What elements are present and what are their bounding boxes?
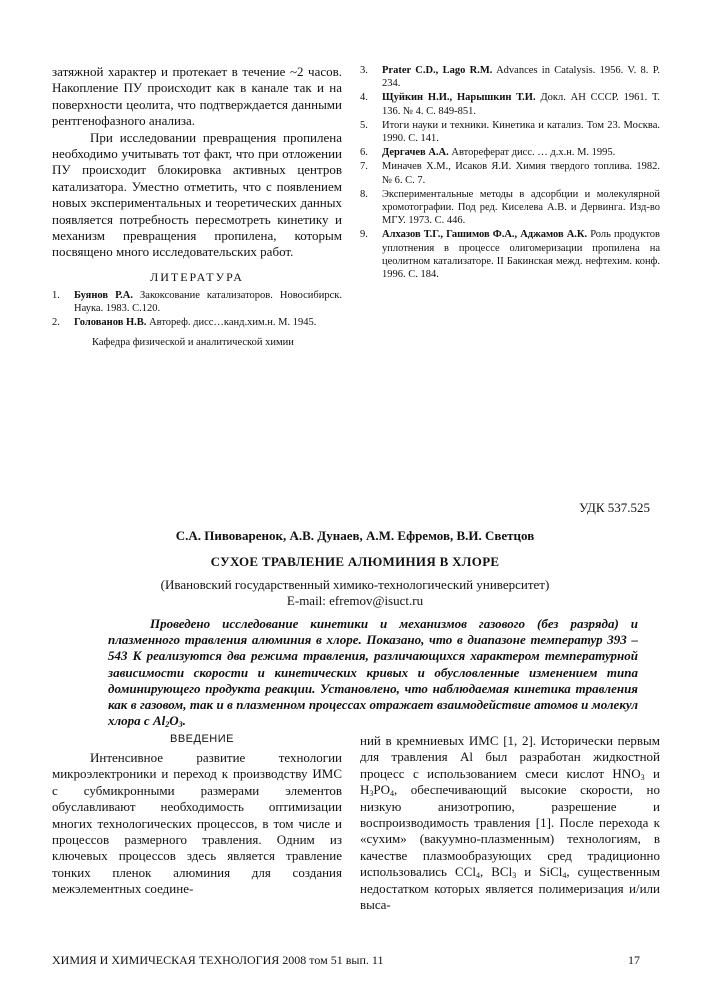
reference-text: Экспериментальные методы в адсорбции и молекулярной хромотографии. Под ред. Киселева А.В. и Дервинга. Изд-во МГУ. 1973. С. 446.	[382, 188, 660, 227]
page-footer	[52, 953, 640, 968]
reference-text: Advances in Catalysis. 1956. V. 8. P. 234.	[382, 65, 661, 90]
reference-item	[360, 64, 660, 90]
reference-item	[360, 146, 660, 159]
reference-text: Закоксование катализаторов. Новосибирск. Наука. 1983. С.120.	[74, 289, 343, 315]
top-left-column	[52, 64, 342, 330]
page-number: 17	[628, 953, 640, 967]
paragraph: При исследовании превращения пропилена необходимо учитывать тот факт, что при отложении ПУ происходит блокировка активных центров катализатора. Уместно отметить, что с появлением новых экспериментальных и теоретических данных появляется потребность пересмотреть кинетику и механизм превращения пропилена, которым посвящено много исследовательских работ.	[52, 129, 342, 260]
reference-number: 2.	[52, 317, 60, 329]
paragraph: ний в кремниевых ИМС [1, 2]. Исторически первым для травления Al был разработан жидкостной процесс с использованием смеси кислот $HNO_3$ и $H_3PO_4$, обеспечивающий высокие скорости, но низкую анизотропию, разрешение и воспроизводимость травления [1]. После перехода к «сухим» (вакуумно-плазменным) технологиям, в качестве плазмообразующих сред традиционно использовались CCl$_4$, BCl$_3$ и SiCl$_4$, существенным недостатком которых является полимеризация и/или высa-	[360, 733, 660, 913]
article-title: СУХОЕ ТРАВЛЕНИЕ АЛЮМИНИЯ В ХЛОРЕ	[210, 554, 500, 569]
article-authors: С.А. Пивоваренок, А.В. Дунаев, А.М. Ефремов, В.И. Светцов	[175, 528, 535, 543]
reference-number: 5.	[360, 119, 368, 131]
bottom-right-column	[360, 733, 660, 913]
reference-item	[360, 160, 660, 186]
affiliation: (Ивановский государственный химико-технологический университет)	[160, 577, 550, 592]
reference-authors: Prater C.D., Lago R.M.	[382, 65, 493, 76]
literature-heading: ЛИТЕРАТУРА	[150, 269, 244, 284]
paragraph: затяжной характер и протекает в течение ~2 часов. Накопление ПУ происходит как в канале так и на поверхности цеолита, что подтверждается данными рентгенофазного анализа.	[52, 64, 342, 129]
reference-authors: Алхазов Т.Г., Гашимов Ф.А., Аджамов А.К.	[382, 229, 588, 241]
reference-authors: Щуйкин Н.И., Нарышкин Т.И.	[382, 92, 536, 104]
reference-text: Миначев Х.М., Исаков Я.И. Химия твердого топлива. 1982. № 6. С. 7.	[382, 161, 660, 186]
reference-item	[360, 228, 660, 281]
reference-text: Автореф. дисс…канд.хим.н. М. 1945.	[149, 317, 317, 329]
reference-item	[360, 188, 660, 228]
reference-number: 3.	[360, 65, 368, 76]
reference-number: 4.	[360, 92, 368, 104]
reference-list	[360, 64, 660, 281]
reference-item	[360, 91, 660, 117]
reference-item	[52, 289, 342, 315]
abstract-text: Проведено исследование кинетики и механизмов газового (без разряда) и плазменного травления алюминия в хлоре. Показано, что в диапазоне температур 393 – 543 К реализуются два режима травления, различающихся характером температурной зависимости скорости и кинетических кривых и обусловленные изменением типа доминирующего продукта реакции. Установлено, что наблюдаемая кинетика травления как в газовом, так и в плазменном процессах отражает взаимодействие атомов и молекул хлора с	[108, 616, 638, 729]
affiliation-block	[0, 577, 710, 609]
reference-text: Докл. АН СССР. 1961. Т. 136. № 4. С. 849-851.	[382, 92, 661, 117]
reference-item	[360, 119, 660, 145]
reference-text: Итоги науки и техники. Кинетика и катализ. Том 23. Москва. 1990. С. 141.	[382, 119, 660, 145]
reference-list	[52, 289, 342, 330]
journal-name: ХИМИЯ И ХИМИЧЕСКАЯ ТЕХНОЛОГИЯ 2008 том 51 вып. 11	[52, 953, 384, 967]
reference-text: Автореферат дисс. … д.х.н. М. 1995.	[451, 147, 616, 159]
bottom-left-column	[52, 733, 342, 898]
reference-number: 8.	[360, 188, 368, 200]
formula: $Al_2O_3$	[152, 713, 183, 730]
top-right-column	[360, 64, 660, 282]
reference-authors: Голованов Н.В.	[74, 317, 147, 329]
department-note: Кафедра физической и аналитической химии	[92, 337, 294, 348]
abstract: Проведено исследование кинетики и механизмов газового (без разряда) и плазменного травления алюминия в хлоре. Показано, что в диапазоне температур 393 – 543 К реализуются два режима травления, различающихся характером температурной зависимости скорости и кинетических кривых и обусловленные изменением типа доминирующего продукта реакции. Установлено, что наблюдаемая кинетика травления как в газовом, так и в плазменном процессах отражает взаимодействие атомов и молекул хлора с $Al_2O_3$.	[108, 616, 638, 730]
reference-authors: Дергачев А.А.	[382, 147, 449, 159]
reference-text: Роль продуктов уплотнения в процессе олигомеризации пропилена на цеолитном катализаторе. II Бакинская межд. нефтехим. конф. 1996. С. 184.	[382, 229, 660, 281]
reference-authors: Буянов Р.А.	[74, 289, 134, 301]
top-left-text	[52, 64, 342, 261]
email: E-mail: efremov@isuct.ru	[286, 593, 424, 608]
reference-number: 6.	[360, 147, 368, 159]
udk-code: УДК 537.525	[579, 500, 650, 515]
reference-number: 9.	[360, 229, 368, 241]
reference-item	[52, 316, 342, 329]
introduction-heading: ВВЕДЕНИЕ	[170, 733, 234, 745]
paragraph: Интенсивное развитие технологии микроэлектроники и переход к производству ИМС с субмикронными размерами элементов обуславливают необходимость оптимизации многих технологических процессов, в том числе и процессов размерного травления. Одним из ключевых процессов здесь является травление тонких пленок алюминия для создания межэлементных соедине-	[52, 750, 342, 897]
reference-number: 1.	[52, 289, 60, 301]
reference-number: 7.	[360, 161, 368, 173]
